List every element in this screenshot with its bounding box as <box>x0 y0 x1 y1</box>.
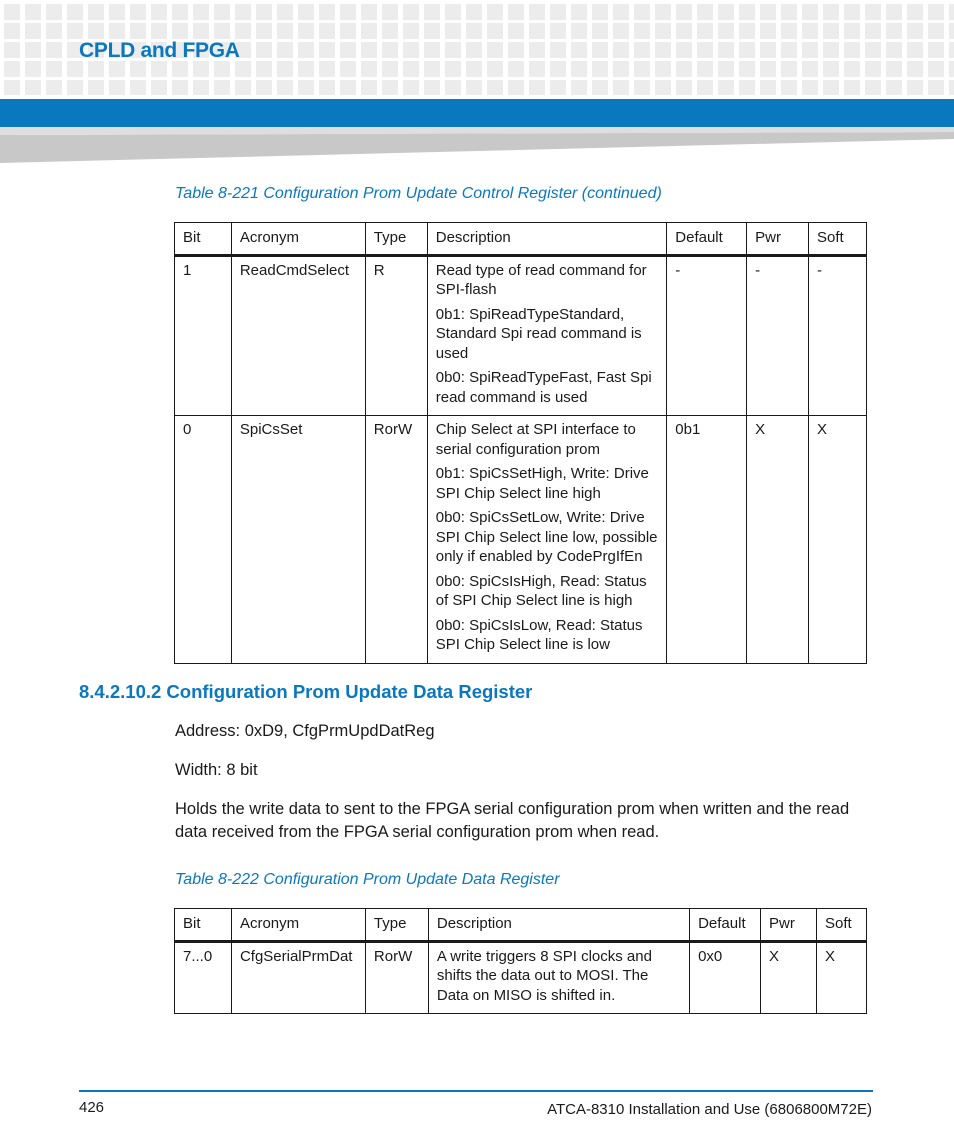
description-line: 0b0: SpiCsIsHigh, Read: Status of SPI Chip Select line is high <box>435 572 647 609</box>
cell-acronym: ReadCmdSelect <box>231 255 365 416</box>
cell-soft: X <box>809 416 867 664</box>
register-description: Holds the write data to sent to the FPGA serial configuration prom when written and the read data received from the FPGA serial configuration prom when read. <box>175 800 850 841</box>
cell-default: 0b1 <box>667 416 747 664</box>
cell-pwr: X <box>761 941 817 1014</box>
cell-type: RorW <box>365 416 427 664</box>
description-line: Read type of read command for SPI-flash <box>435 261 647 298</box>
column-header: Pwr <box>761 909 817 942</box>
cell-default: 0x0 <box>690 941 761 1014</box>
cell-bit: 7...0 <box>175 941 232 1014</box>
column-header: Default <box>667 223 747 256</box>
table1-caption: Table 8-221 Configuration Prom Update Control Register (continued) <box>175 185 662 202</box>
document-title: ATCA-8310 Installation and Use (6806800M72E) <box>547 1101 872 1118</box>
column-header: Type <box>365 909 428 942</box>
register-width: Width: 8 bit <box>175 761 258 779</box>
data-register-table <box>174 908 867 1014</box>
column-header: Default <box>690 909 761 942</box>
column-header: Acronym <box>231 909 365 942</box>
chapter-title: CPLD and FPGA <box>79 39 240 62</box>
cell-pwr: - <box>747 255 809 416</box>
cell-acronym: CfgSerialPrmDat <box>231 941 365 1014</box>
section-heading: 8.4.2.10.2 Configuration Prom Update Data Register <box>79 681 533 702</box>
cell-bit: 0 <box>175 416 232 664</box>
description-line: 0b1: SpiCsSetHigh, Write: Drive SPI Chip Select line high <box>435 465 649 502</box>
column-header: Bit <box>175 909 232 942</box>
cell-type: RorW <box>365 941 428 1014</box>
cell-description <box>427 416 667 664</box>
cell-description <box>428 941 689 1014</box>
description-line: 0b0: SpiCsIsLow, Read: Status SPI Chip Select line is low <box>435 616 643 653</box>
column-header: Bit <box>175 223 232 256</box>
cell-pwr: X <box>747 416 809 664</box>
control-register-table <box>174 222 867 664</box>
column-header: Soft <box>809 223 867 256</box>
description-line: 0b1: SpiReadTypeStandard, Standard Spi read command is used <box>435 305 642 362</box>
column-header: Soft <box>816 909 866 942</box>
register-address: Address: 0xD9, CfgPrmUpdDatReg <box>175 722 435 740</box>
column-header: Acronym <box>231 223 365 256</box>
description-line: 0b0: SpiCsSetLow, Write: Drive SPI Chip Select line low, possible only if enabled by CodePrgIfEn <box>435 509 658 565</box>
cell-bit: 1 <box>175 255 232 416</box>
column-header: Type <box>365 223 427 256</box>
header-gray-swoosh <box>0 127 954 165</box>
footer-rule <box>79 1090 873 1092</box>
table2-caption: Table 8-222 Configuration Prom Update Data Register <box>175 871 560 888</box>
cell-acronym: SpiCsSet <box>231 416 365 664</box>
table-header-row <box>175 909 867 942</box>
table-header-row <box>175 223 867 256</box>
table-row <box>175 941 867 1014</box>
description-line: A write triggers 8 SPI clocks and shifts the data out to MOSI. The Data on MISO is shifted in. <box>436 947 652 1004</box>
cell-soft: X <box>816 941 866 1014</box>
table-row <box>175 416 867 664</box>
cell-type: R <box>365 255 427 416</box>
column-header: Description <box>427 223 667 256</box>
description-line: Chip Select at SPI interface to serial configuration prom <box>435 421 636 458</box>
cell-soft: - <box>809 255 867 416</box>
table-row <box>175 255 867 416</box>
column-header: Pwr <box>747 223 809 256</box>
cell-default: - <box>667 255 747 416</box>
column-header: Description <box>428 909 689 942</box>
header-blue-band <box>0 99 954 127</box>
page-number: 426 <box>79 1099 105 1116</box>
description-line: 0b0: SpiReadTypeFast, Fast Spi read command is used <box>435 369 652 406</box>
cell-description <box>427 255 667 416</box>
